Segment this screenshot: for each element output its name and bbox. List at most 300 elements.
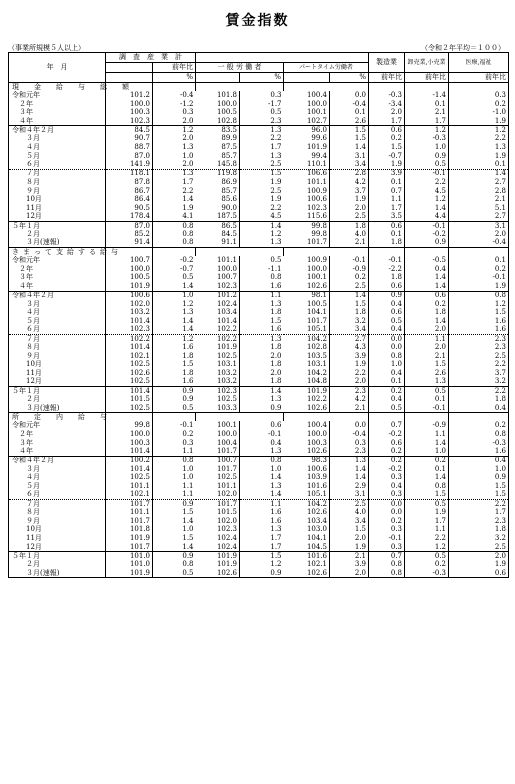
table-cell: -0.3 <box>369 91 405 100</box>
table-cell: 102.2 <box>196 326 240 335</box>
table-cell: 101.7 <box>196 465 240 474</box>
table-cell: 104.1 <box>284 534 330 543</box>
table-cell: 1.1 <box>369 195 405 204</box>
table-cell: 101.6 <box>284 552 330 561</box>
table-cell: 4.2 <box>330 178 369 187</box>
table-row <box>9 239 509 248</box>
table-cell: 1.9 <box>330 195 369 204</box>
row-period-label: 10月 <box>9 195 106 204</box>
table-cell: 1.4 <box>405 317 449 326</box>
table-cell: -3.4 <box>369 100 405 109</box>
row-period-label: ２年 <box>9 430 106 439</box>
table-cell: 1.0 <box>405 143 449 152</box>
table-cell: 3.1 <box>330 491 369 500</box>
table-cell: 2.7 <box>449 178 509 187</box>
table-cell: 2.0 <box>330 378 369 387</box>
table-cell: 102.1 <box>106 352 153 361</box>
table-cell: 0.4 <box>240 439 284 448</box>
table-cell: 1.9 <box>449 282 509 291</box>
table-cell: 1.8 <box>240 343 284 352</box>
table-cell: 102.0 <box>196 491 240 500</box>
table-cell: 118.1 <box>106 169 153 178</box>
table-cell: 4.5 <box>405 187 449 196</box>
row-period-label: ５年１月 <box>9 387 106 396</box>
table-cell: 1.1 <box>405 526 449 535</box>
row-period-label: 11月 <box>9 534 106 543</box>
table-cell: 100.5 <box>106 274 153 283</box>
table-cell: -0.3 <box>405 135 449 144</box>
table-cell: 0.4 <box>369 326 405 335</box>
table-cell: 106.6 <box>284 169 330 178</box>
table-cell: 101.2 <box>196 291 240 300</box>
table-cell: 101.9 <box>196 343 240 352</box>
table-cell: 1.4 <box>405 274 449 283</box>
table-cell: 2.2 <box>405 534 449 543</box>
table-row <box>9 526 509 535</box>
table-cell: 102.8 <box>284 343 330 352</box>
row-period-label: ４月 <box>9 473 106 482</box>
table-cell: 2.8 <box>449 187 509 196</box>
table-row <box>9 152 509 161</box>
table-cell: 4.0 <box>330 508 369 517</box>
table-cell: 3.2 <box>449 534 509 543</box>
table-cell: 2.5 <box>449 352 509 361</box>
table-cell: 2.2 <box>449 387 509 396</box>
row-period-label: 令和４年２月 <box>9 291 106 300</box>
table-cell: 5.1 <box>449 204 509 213</box>
table-cell: 0.1 <box>369 230 405 239</box>
table-cell: 4.3 <box>330 343 369 352</box>
table-cell: 101.8 <box>106 526 153 535</box>
table-cell: 101.5 <box>196 508 240 517</box>
table-cell: 1.3 <box>449 143 509 152</box>
table-cell: 1.8 <box>153 352 196 361</box>
table-cell: 1.8 <box>369 239 405 248</box>
table-cell: 1.4 <box>240 387 284 396</box>
table-cell: 1.7 <box>240 534 284 543</box>
table-cell: 0.6 <box>405 291 449 300</box>
table-cell: 0.4 <box>369 369 405 378</box>
table-cell: 2.0 <box>240 369 284 378</box>
table-cell: 4.4 <box>405 213 449 222</box>
table-cell: 187.5 <box>196 213 240 222</box>
row-period-label: 令和元年 <box>9 421 106 430</box>
page-title: 賃金指数 <box>225 13 290 29</box>
table-cell: 0.8 <box>369 352 405 361</box>
table-cell: 2.2 <box>405 178 449 187</box>
table-cell: 0.3 <box>153 439 196 448</box>
table-cell: 1.4 <box>240 491 284 500</box>
table-cell: 100.0 <box>284 100 330 109</box>
table-cell: 103.4 <box>196 308 240 317</box>
table-cell: 101.7 <box>106 517 153 526</box>
table-cell: 0.2 <box>405 300 449 309</box>
table-cell: 0.3 <box>369 491 405 500</box>
table-cell: 3.9 <box>369 169 405 178</box>
table-cell: 2.0 <box>405 343 449 352</box>
table-cell: 101.6 <box>284 482 330 491</box>
table-cell: 1.1 <box>153 482 196 491</box>
table-cell: 0.2 <box>369 456 405 465</box>
table-row <box>9 265 509 274</box>
table-row <box>9 326 509 335</box>
table-cell: 0.8 <box>405 482 449 491</box>
row-period-label: ９月 <box>9 517 106 526</box>
table-cell: 1.4 <box>153 543 196 552</box>
table-cell: 1.6 <box>449 326 509 335</box>
table-cell: -1.7 <box>240 100 284 109</box>
table-cell: 100.6 <box>106 291 153 300</box>
table-cell: 1.0 <box>153 526 196 535</box>
table-cell: 1.8 <box>449 526 509 535</box>
row-period-label: 11月 <box>9 204 106 213</box>
table-cell: 1.2 <box>405 543 449 552</box>
table-cell: 101.7 <box>196 500 240 509</box>
row-period-label: ２月 <box>9 395 106 404</box>
table-cell: 1.9 <box>449 152 509 161</box>
table-cell: 102.5 <box>106 473 153 482</box>
table-cell: -2.2 <box>369 265 405 274</box>
table-row <box>9 491 509 500</box>
table-cell: 1.4 <box>330 143 369 152</box>
table-row <box>9 222 509 231</box>
table-cell: 2.8 <box>330 169 369 178</box>
table-row <box>9 439 509 448</box>
section-header-row <box>9 83 509 92</box>
table-cell: 0.9 <box>153 500 196 509</box>
table-row <box>9 213 509 222</box>
table-row <box>9 465 509 474</box>
table-cell: 0.1 <box>405 100 449 109</box>
row-period-label: ２月 <box>9 230 106 239</box>
section-header-row <box>9 248 509 257</box>
row-period-label: 12月 <box>9 543 106 552</box>
table-cell: 1.2 <box>405 126 449 135</box>
table-cell: 1.8 <box>330 222 369 231</box>
table-cell: 102.5 <box>196 352 240 361</box>
table-cell: 101.9 <box>284 387 330 396</box>
table-cell: 0.1 <box>405 395 449 404</box>
table-cell: 103.5 <box>284 352 330 361</box>
table-cell: 103.2 <box>196 369 240 378</box>
table-cell: 3.4 <box>330 161 369 170</box>
table-cell: 2.6 <box>405 369 449 378</box>
table-cell: 103.4 <box>284 517 330 526</box>
table-cell: 102.6 <box>196 569 240 578</box>
table-cell: 0.0 <box>369 500 405 509</box>
table-cell: 101.0 <box>106 560 153 569</box>
table-cell: 1.6 <box>449 317 509 326</box>
table-cell: 1.8 <box>405 308 449 317</box>
row-period-label: ３月 <box>9 465 106 474</box>
table-cell: 0.9 <box>240 569 284 578</box>
table-cell: 1.5 <box>449 308 509 317</box>
table-cell: 1.3 <box>240 152 284 161</box>
table-row <box>9 187 509 196</box>
table-cell: 2.3 <box>330 387 369 396</box>
table-cell: 99.8 <box>284 222 330 231</box>
table-cell: 101.4 <box>106 343 153 352</box>
table-cell: 4.1 <box>153 213 196 222</box>
table-cell: 101.9 <box>196 560 240 569</box>
table-cell: 1.4 <box>240 222 284 231</box>
table-cell: 100.0 <box>284 265 330 274</box>
table-cell: 103.0 <box>284 526 330 535</box>
table-cell: 99.4 <box>284 152 330 161</box>
table-cell: 102.0 <box>196 517 240 526</box>
table-cell: 1.7 <box>369 117 405 126</box>
table-cell: 1.0 <box>153 465 196 474</box>
table-cell: 0.5 <box>240 256 284 265</box>
table-cell: 86.5 <box>196 222 240 231</box>
row-period-label: ３月(速報) <box>9 239 106 248</box>
table-cell: 101.4 <box>196 317 240 326</box>
table-cell: 1.7 <box>405 517 449 526</box>
table-cell: 2.0 <box>330 534 369 543</box>
table-cell: 1.4 <box>153 326 196 335</box>
table-cell: -0.1 <box>240 430 284 439</box>
table-cell: 1.6 <box>240 517 284 526</box>
table-cell: 1.2 <box>240 230 284 239</box>
table-cell: 0.8 <box>153 456 196 465</box>
table-cell: 1.5 <box>449 491 509 500</box>
table-cell: 1.3 <box>240 126 284 135</box>
table-cell: 100.0 <box>196 430 240 439</box>
table-cell: 1.3 <box>240 334 284 343</box>
table-cell: 86.9 <box>196 178 240 187</box>
table-cell: 84.5 <box>106 126 153 135</box>
table-cell: 1.2 <box>405 195 449 204</box>
table-cell: 102.2 <box>284 395 330 404</box>
table-row <box>9 543 509 552</box>
table-cell: 1.4 <box>153 282 196 291</box>
table-cell: 1.0 <box>153 473 196 482</box>
table-cell: 100.5 <box>196 109 240 118</box>
table-cell: 101.9 <box>106 282 153 291</box>
table-cell: 1.9 <box>449 560 509 569</box>
row-period-label: ７月 <box>9 500 106 509</box>
table-cell: 2.0 <box>449 230 509 239</box>
table-cell: 1.8 <box>240 378 284 387</box>
table-cell: 100.3 <box>106 109 153 118</box>
table-cell: 101.7 <box>284 317 330 326</box>
table-cell: 1.5 <box>369 143 405 152</box>
table-cell: 102.6 <box>106 369 153 378</box>
row-period-label: ５年１月 <box>9 552 106 561</box>
table-cell: 100.2 <box>106 456 153 465</box>
table-cell: 1.1 <box>405 430 449 439</box>
table-cell: 1.3 <box>153 169 196 178</box>
table-cell: 98.3 <box>284 456 330 465</box>
table-cell: 101.1 <box>106 482 153 491</box>
table-cell: 2.5 <box>240 161 284 170</box>
table-cell: 102.3 <box>284 204 330 213</box>
table-cell: 4.2 <box>330 395 369 404</box>
table-cell: 2.2 <box>449 361 509 370</box>
table-cell: 119.8 <box>196 169 240 178</box>
table-cell: 0.5 <box>405 500 449 509</box>
table-cell: 104.2 <box>284 500 330 509</box>
table-cell: 90.0 <box>196 204 240 213</box>
table-cell: 0.5 <box>369 404 405 413</box>
table-row <box>9 317 509 326</box>
table-cell: 0.1 <box>330 109 369 118</box>
table-row <box>9 161 509 170</box>
table-cell: 1.2 <box>153 126 196 135</box>
table-cell: 104.2 <box>284 369 330 378</box>
section-title: きまって支給する給与 <box>9 248 106 257</box>
table-cell: 1.4 <box>240 473 284 482</box>
table-body <box>9 83 509 578</box>
table-cell: 1.3 <box>240 482 284 491</box>
table-cell: 0.9 <box>405 239 449 248</box>
table-cell: 2.1 <box>330 239 369 248</box>
table-cell: 0.5 <box>153 404 196 413</box>
header-pct: % <box>330 73 369 83</box>
table-cell: 1.5 <box>240 317 284 326</box>
table-cell: 1.3 <box>153 308 196 317</box>
table-cell: 0.8 <box>240 274 284 283</box>
table-cell: 87.5 <box>196 143 240 152</box>
table-cell: 1.4 <box>405 204 449 213</box>
table-cell: 1.7 <box>405 117 449 126</box>
table-cell: 1.9 <box>369 161 405 170</box>
table-cell: 1.3 <box>405 378 449 387</box>
table-cell: 3.2 <box>330 317 369 326</box>
table-cell: 0.8 <box>153 560 196 569</box>
table-cell: 0.5 <box>153 569 196 578</box>
table-cell: 0.0 <box>330 91 369 100</box>
table-cell: 3.9 <box>330 352 369 361</box>
table-cell: 1.4 <box>449 169 509 178</box>
table-cell: 0.1 <box>369 178 405 187</box>
table-cell: 102.4 <box>196 300 240 309</box>
table-cell: 102.3 <box>196 526 240 535</box>
row-period-label: ３年 <box>9 109 106 118</box>
table-cell: 0.2 <box>449 265 509 274</box>
table-cell: 2.7 <box>330 334 369 343</box>
table-row <box>9 143 509 152</box>
table-cell: 1.6 <box>240 326 284 335</box>
header-yoy: 前年比 <box>153 63 196 73</box>
table-cell: 3.9 <box>330 560 369 569</box>
table-cell: 2.5 <box>240 187 284 196</box>
table-cell: 115.6 <box>284 213 330 222</box>
table-cell: 0.8 <box>449 291 509 300</box>
table-cell: 102.3 <box>106 326 153 335</box>
table-cell: 0.9 <box>153 395 196 404</box>
table-cell: 1.6 <box>153 343 196 352</box>
table-cell: 0.1 <box>405 465 449 474</box>
table-row <box>9 135 509 144</box>
table-cell: 2.3 <box>449 334 509 343</box>
table-cell: 1.4 <box>405 439 449 448</box>
table-row <box>9 482 509 491</box>
table-cell: 3.1 <box>449 222 509 231</box>
table-cell: 0.1 <box>449 161 509 170</box>
table-cell: 2.1 <box>405 109 449 118</box>
table-cell: 110.1 <box>284 161 330 170</box>
table-cell: 0.4 <box>405 265 449 274</box>
table-cell: 100.1 <box>284 274 330 283</box>
table-cell: 1.4 <box>405 282 449 291</box>
table-cell: 2.0 <box>153 161 196 170</box>
row-period-label: ９月 <box>9 352 106 361</box>
table-cell: 102.4 <box>196 534 240 543</box>
table-cell: 1.1 <box>153 447 196 456</box>
table-row <box>9 456 509 465</box>
table-cell: 102.1 <box>106 491 153 500</box>
table-cell: 102.2 <box>106 334 153 343</box>
table-cell: 0.1 <box>449 256 509 265</box>
header-pct: % <box>153 73 196 83</box>
table-cell: 2.7 <box>449 213 509 222</box>
table-cell: 101.4 <box>106 465 153 474</box>
table-cell: 0.3 <box>369 473 405 482</box>
table-cell: 102.3 <box>106 117 153 126</box>
table-cell: 0.7 <box>369 552 405 561</box>
table-cell: 102.5 <box>106 404 153 413</box>
table-cell: 1.0 <box>369 361 405 370</box>
table-row <box>9 178 509 187</box>
table-cell: 0.5 <box>405 387 449 396</box>
table-cell: 0.8 <box>449 430 509 439</box>
table-cell: -0.7 <box>153 265 196 274</box>
table-cell: -1.2 <box>153 100 196 109</box>
table-cell: 3.4 <box>330 326 369 335</box>
table-cell: 0.8 <box>153 230 196 239</box>
table-cell: 1.6 <box>240 282 284 291</box>
table-cell: 0.3 <box>369 526 405 535</box>
table-cell: 102.2 <box>196 334 240 343</box>
section-title: 現 金 給 与 総 額 <box>9 83 106 92</box>
table-cell: 1.4 <box>153 517 196 526</box>
table-cell: 1.2 <box>153 334 196 343</box>
header-yoy: 前年比 <box>449 73 509 83</box>
row-period-label: ８月 <box>9 508 106 517</box>
table-row <box>9 109 509 118</box>
row-period-label: 令和４年２月 <box>9 456 106 465</box>
table-cell: 0.3 <box>369 543 405 552</box>
table-row <box>9 117 509 126</box>
table-cell: 102.5 <box>196 473 240 482</box>
table-cell: 141.9 <box>106 161 153 170</box>
table-cell: -1.4 <box>405 91 449 100</box>
table-cell: 2.1 <box>405 352 449 361</box>
header-manufacturing: 製造業 <box>369 53 405 73</box>
table-cell: 88.7 <box>106 143 153 152</box>
table-cell: 87.0 <box>106 152 153 161</box>
table-cell: 99.8 <box>106 421 153 430</box>
table-cell: 0.3 <box>153 109 196 118</box>
wage-index-table <box>8 52 509 578</box>
table-cell: 0.6 <box>369 308 405 317</box>
establishment-size-note: （事業所規模５人以上） <box>8 44 85 52</box>
header-part-time-workers: パートタイム労働者 <box>284 63 369 73</box>
table-cell: 0.9 <box>449 473 509 482</box>
table-cell: 103.2 <box>196 378 240 387</box>
row-period-label: ３年 <box>9 274 106 283</box>
table-cell: 0.6 <box>240 421 284 430</box>
table-cell: 100.6 <box>284 465 330 474</box>
table-cell: 1.7 <box>240 143 284 152</box>
table-cell: 85.6 <box>196 195 240 204</box>
table-cell: 100.1 <box>196 421 240 430</box>
table-cell: -0.3 <box>405 569 449 578</box>
row-period-label: ８月 <box>9 343 106 352</box>
table-cell: 3.5 <box>369 213 405 222</box>
table-cell: 0.2 <box>369 517 405 526</box>
